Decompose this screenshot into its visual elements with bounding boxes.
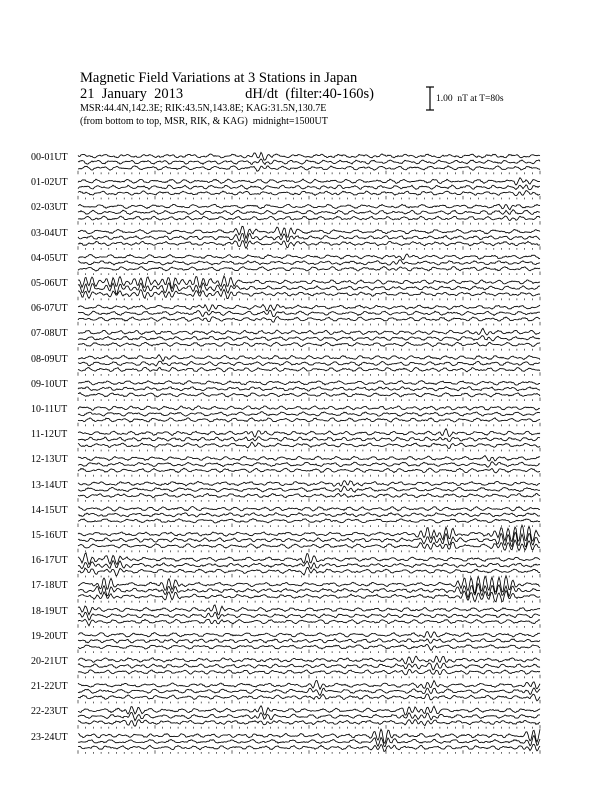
hour-label: 11-12UT	[31, 429, 68, 441]
hour-label: 14-15UT	[31, 504, 68, 516]
trace-rik	[78, 159, 540, 165]
minute-ticks	[78, 700, 540, 704]
trace-rik	[78, 688, 540, 696]
minute-ticks	[78, 725, 540, 729]
trace-rik	[78, 310, 540, 316]
trace-rik	[78, 712, 540, 720]
hour-row	[78, 656, 540, 678]
hour-row	[78, 381, 540, 401]
trace-msr	[78, 304, 540, 311]
hour-label: 22-23UT	[31, 706, 68, 718]
trace-msr	[78, 456, 540, 461]
hour-row	[78, 481, 540, 502]
trace-msr	[78, 553, 540, 565]
trace-kag	[78, 644, 540, 650]
hour-label: 04-05UT	[31, 252, 68, 264]
chart-quantity: dH/dt (filter:40-160s)	[245, 86, 374, 102]
hour-row	[78, 605, 540, 628]
trace-msr	[78, 507, 540, 511]
hour-row	[78, 681, 540, 704]
hour-label: 06-07UT	[31, 303, 68, 315]
hour-row	[78, 729, 540, 754]
hour-label: 01-02UT	[31, 177, 68, 189]
minute-ticks	[78, 322, 540, 326]
trace-msr	[78, 355, 540, 361]
trace-kag	[78, 317, 540, 323]
trace-rik	[78, 361, 540, 366]
hour-row	[78, 304, 540, 325]
hour-label: 15-16UT	[31, 530, 68, 541]
trace-rik	[78, 412, 540, 416]
hour-row	[78, 576, 540, 603]
hour-label: 16-17UT	[31, 555, 68, 567]
trace-rik	[78, 336, 540, 341]
trace-msr	[78, 632, 540, 638]
trace-msr	[78, 254, 540, 260]
minute-ticks	[78, 750, 540, 754]
trace-kag	[78, 267, 540, 272]
trace-rik	[78, 561, 540, 569]
minute-ticks	[78, 624, 540, 628]
chart-title: Magnetic Field Variations at 3 Stations in Japan	[80, 70, 358, 86]
hour-label: 13-14UT	[31, 479, 68, 491]
hour-row	[78, 706, 540, 729]
hour-row	[78, 632, 540, 653]
trace-rik	[78, 210, 540, 215]
hour-label: 10-11UT	[31, 404, 68, 415]
hour-row	[78, 456, 540, 477]
minute-ticks	[78, 297, 540, 301]
trace-kag	[78, 216, 540, 220]
minute-ticks	[78, 171, 540, 175]
hour-label: 19-20UT	[31, 630, 68, 642]
minute-ticks	[78, 246, 540, 250]
trace-msr	[78, 481, 540, 487]
trace-msr	[78, 429, 540, 438]
minute-ticks	[78, 574, 540, 578]
trace-rik	[78, 639, 540, 643]
minute-ticks	[78, 524, 540, 528]
hour-row	[78, 226, 540, 249]
hour-row	[78, 178, 540, 200]
minute-ticks	[78, 372, 540, 376]
trace-msr	[78, 605, 540, 615]
minute-ticks	[78, 398, 540, 402]
trace-kag	[78, 342, 540, 346]
minute-ticks	[78, 423, 540, 427]
trace-msr	[78, 204, 540, 209]
hour-label: 03-04UT	[31, 227, 68, 239]
trace-kag	[78, 166, 540, 171]
hour-label: 07-08UT	[31, 328, 68, 340]
trace-msr	[78, 656, 540, 664]
hour-row	[78, 525, 540, 552]
minute-ticks	[78, 347, 540, 351]
minute-ticks	[78, 498, 540, 502]
hour-label: 20-21UT	[31, 656, 68, 667]
hour-label: 08-09UT	[31, 353, 68, 365]
trace-group	[78, 152, 540, 753]
hour-label: 17-18UT	[31, 580, 68, 592]
hour-label: 12-13UT	[31, 454, 68, 466]
trace-rik	[78, 437, 540, 442]
minute-ticks	[78, 448, 540, 452]
trace-rik	[78, 612, 540, 620]
hour-row	[78, 507, 540, 527]
hour-row	[78, 553, 540, 577]
minute-ticks	[78, 196, 540, 200]
trace-msr	[78, 706, 540, 715]
trace-msr	[78, 681, 540, 690]
trace-rik	[78, 234, 540, 244]
trace-kag	[78, 393, 540, 397]
trace-msr	[78, 152, 540, 160]
minute-ticks	[78, 549, 540, 553]
trace-rik	[78, 387, 540, 391]
scale-bar	[426, 87, 434, 110]
trace-rik	[78, 663, 540, 670]
trace-kag	[78, 367, 540, 371]
trace-rik	[78, 185, 540, 190]
hour-row	[78, 254, 540, 275]
hour-row	[78, 328, 540, 350]
station-order-note: (from bottom to top, MSR, RIK, & KAG) midnight=1500UT	[80, 116, 328, 127]
hour-label: 23-24UT	[31, 731, 68, 743]
minute-ticks	[78, 599, 540, 603]
trace-rik	[78, 513, 540, 517]
hour-label: 02-03UT	[31, 202, 68, 214]
hour-row	[78, 429, 540, 452]
minute-ticks	[78, 473, 540, 477]
trace-msr	[78, 406, 540, 410]
hour-row	[78, 204, 540, 224]
minute-ticks	[78, 272, 540, 276]
scale-bar-label: 1.00 nT at T=80s	[436, 94, 504, 104]
hour-label: 18-19UT	[31, 605, 68, 617]
trace-rik	[78, 260, 540, 265]
hour-label: 05-06UT	[31, 278, 68, 289]
station-coordinates: MSR:44.4N,142.3E; RIK:43.5N,143.8E; KAG:31.5N,130.7E	[80, 103, 327, 114]
hour-label: 09-10UT	[31, 378, 68, 390]
trace-msr	[78, 328, 540, 335]
minute-ticks	[78, 650, 540, 654]
trace-rik	[78, 532, 540, 547]
chart-date: 21 January 2013	[80, 86, 184, 102]
trace-rik	[78, 462, 540, 468]
hour-row	[78, 406, 540, 426]
trace-kag	[78, 468, 540, 473]
trace-kag	[78, 519, 540, 523]
hour-row	[78, 355, 540, 376]
trace-kag	[78, 418, 540, 422]
trace-msr	[78, 381, 540, 385]
trace-kag	[78, 442, 540, 448]
trace-kag	[78, 493, 540, 497]
hour-label: 21-22UT	[31, 681, 68, 693]
hour-label: 00-01UT	[31, 152, 68, 163]
trace-kag	[78, 191, 540, 196]
hour-row	[78, 152, 540, 174]
trace-msr	[78, 276, 540, 289]
trace-kag	[78, 694, 540, 701]
hour-row	[78, 276, 540, 300]
minute-ticks	[78, 675, 540, 679]
trace-rik	[78, 486, 540, 492]
trace-kag	[78, 669, 540, 674]
trace-msr	[78, 178, 540, 185]
minute-ticks	[78, 221, 540, 225]
